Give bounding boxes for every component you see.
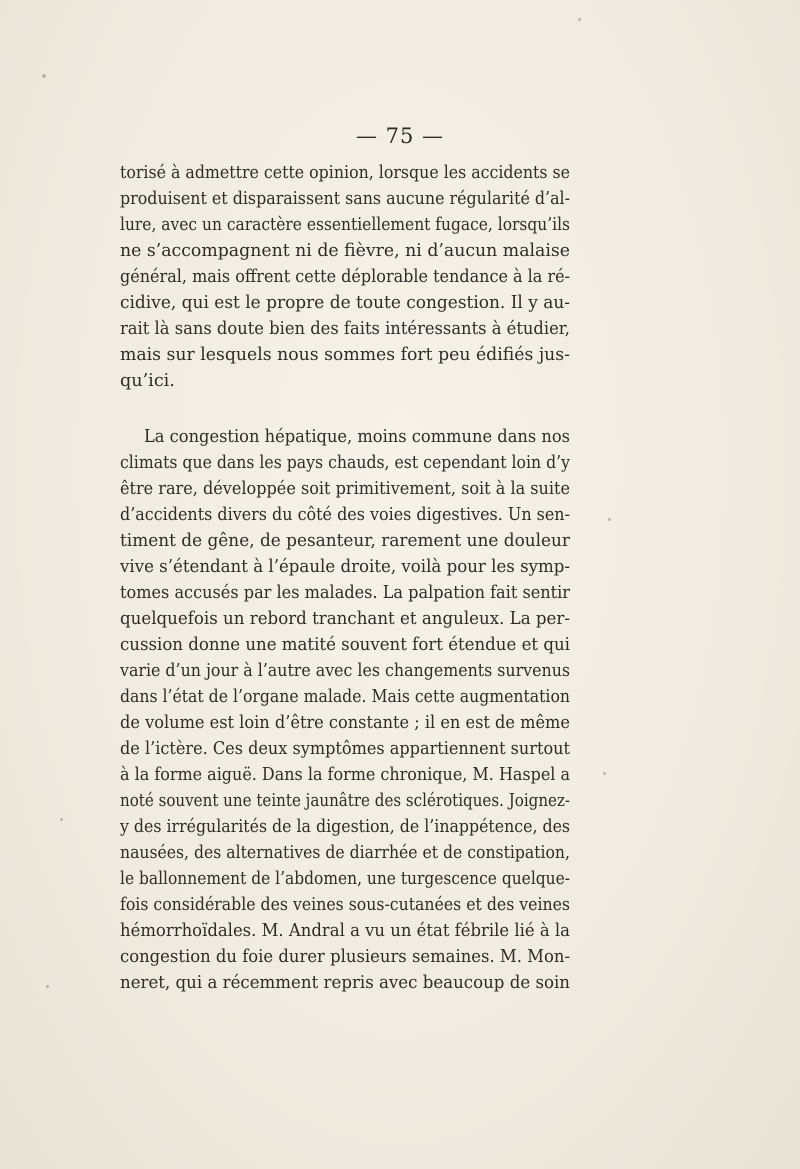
text-line: torisé à admettre cette opinion, lorsque les accidents se	[120, 163, 571, 183]
body-text	[120, 160, 570, 996]
text-line: de volume est loin d’être constante ; il en est de même	[120, 713, 570, 733]
paragraph-1	[120, 160, 570, 394]
text-line: La congestion hépatique, moins commune dans nos	[144, 427, 571, 447]
text-line: cussion donne une matité souvent fort étendue et qui	[120, 635, 570, 655]
text-line: de l’ictère. Ces deux symptômes appartiennent surtout	[120, 739, 571, 759]
text-line: vive s’étendant à l’épaule droite, voilà pour les symp-	[120, 557, 570, 577]
text-line: hémorrhoïdales. M. Andral a vu un état fébrile lié à la	[120, 921, 570, 941]
text-line: fois considérable des veines sous-cutanées et des veines	[120, 895, 571, 915]
text-line: varie d’un jour à l’autre avec les changements survenus	[120, 661, 571, 681]
text-line: cidive, qui est le propre de toute congestion. Il y au-	[120, 293, 571, 313]
text-line: y des irrégularités de la digestion, de l’inappétence, des	[120, 817, 571, 837]
text-line: le ballonnement de l’abdomen, une turgescence quelque-	[120, 869, 570, 889]
text-line: être rare, développée soit primitivement, soit à la suite	[120, 479, 571, 499]
text-line: timent de gêne, de pesanteur, rarement une douleur	[120, 531, 571, 551]
text-line: produisent et disparaissent sans aucune régularité d’al-	[120, 189, 570, 209]
text-line: nausées, des alternatives de diarrhée et de constipation,	[120, 843, 570, 863]
text-line: d’accidents divers du côté des voies digestives. Un sen-	[120, 505, 570, 525]
text-line: ne s’accompagnent ni de fièvre, ni d’aucun malaise	[120, 241, 570, 261]
paper-speck	[46, 985, 49, 988]
paragraph-2	[120, 424, 570, 996]
text-line: qu’ici.	[120, 371, 175, 391]
page-number: — 75 —	[355, 124, 445, 148]
text-line: noté souvent une teinte jaunâtre des sclérotiques. Joignez-	[120, 791, 571, 811]
paper-speck	[42, 74, 46, 78]
text-line: climats que dans les pays chauds, est cependant loin d’y	[120, 453, 570, 473]
text-line: mais sur lesquels nous sommes fort peu édifiés jus-	[120, 345, 570, 365]
paper-speck	[578, 18, 581, 21]
paper-speck	[608, 518, 611, 521]
paragraph-gap	[120, 394, 570, 424]
text-line: lure, avec un caractère essentiellement fugace, lorsqu’ils	[120, 215, 570, 235]
text-line: général, mais offrent cette déplorable tendance à la ré-	[120, 267, 571, 287]
text-line: à la forme aiguë. Dans la forme chronique, M. Haspel a	[120, 765, 571, 785]
text-line: neret, qui a récemment repris avec beaucoup de soin	[120, 973, 570, 993]
text-line: tomes accusés par les malades. La palpation fait sentir	[120, 583, 571, 603]
text-line: congestion du foie durer plusieurs semaines. M. Mon-	[120, 947, 571, 967]
text-line: rait là sans doute bien des faits intéressants à étudier,	[120, 319, 570, 339]
paper-speck	[603, 772, 606, 775]
text-line: quelquefois un rebord tranchant et anguleux. La per-	[120, 609, 570, 629]
text-line: dans l’état de l’organe malade. Mais cette augmentation	[120, 687, 570, 707]
paper-speck	[60, 818, 63, 821]
